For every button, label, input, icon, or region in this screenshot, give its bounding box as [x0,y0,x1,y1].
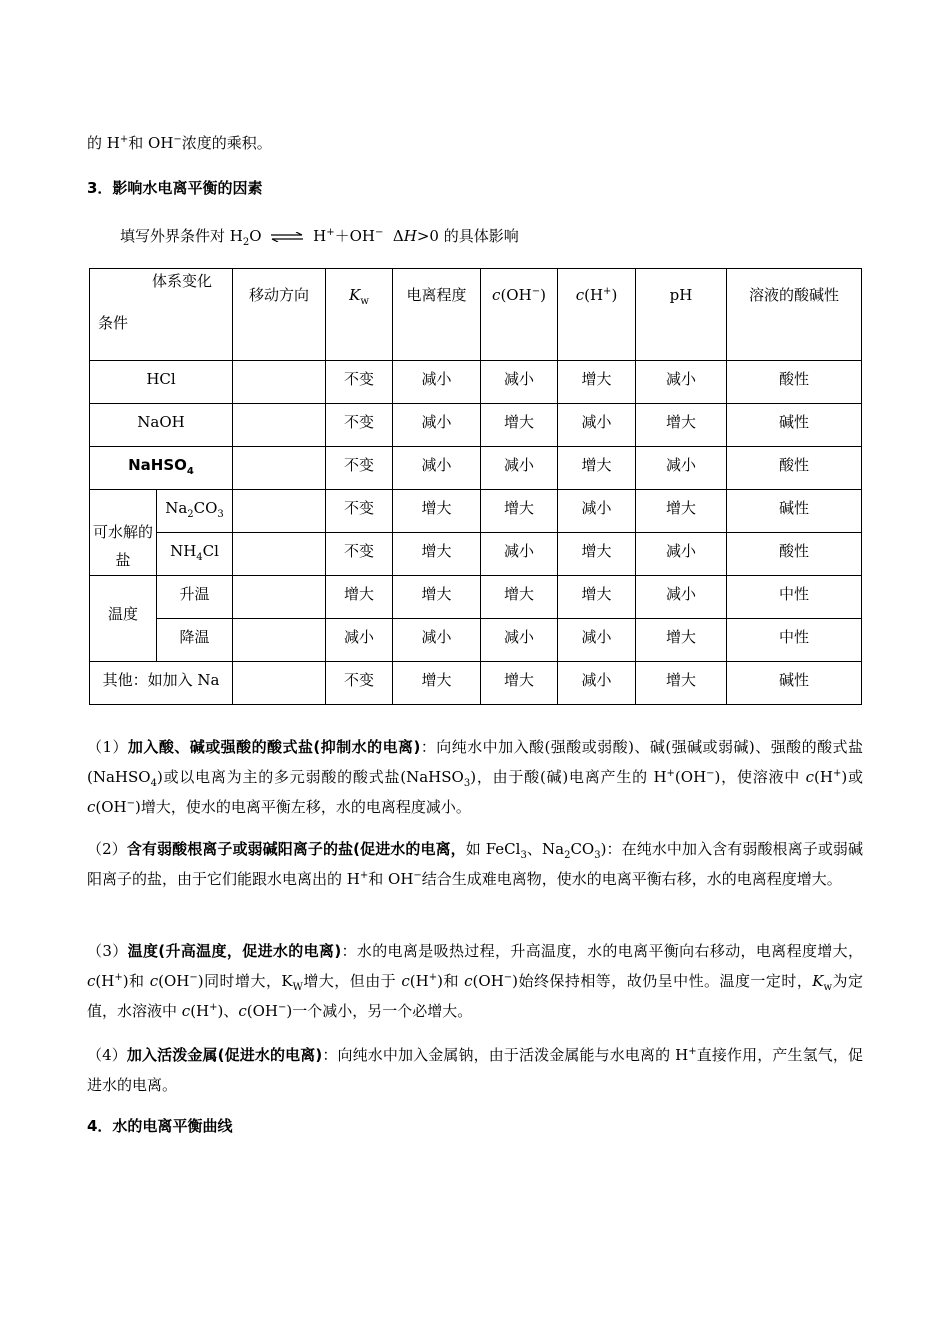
cond-cell: $Na_2CO_3$ [157,490,233,533]
paragraph-1: （1）加入酸、碱或强酸的酸式盐(抑制水的电离)：向纯水中加入酸(强酸或弱酸)、碱(强碱或弱碱)、强酸的酸式盐(NaHSO$_4$)或以电离为主的多元弱酸的酸式盐(NaHSO$_3$)，由于酸(碱)电离产生的 H+(OH−)，使溶液中 c(H+)或 c(OH−)增大，使水的电离平衡左移，水的电离程度减小。 [87,738,863,816]
kw-cell: 不变 [326,361,393,404]
cond-cell: $NH_4Cl$ [157,533,233,576]
ph-cell: 减小 [636,576,727,619]
ph-cell: 增大 [636,662,727,705]
paragraph-2: （2）含有弱酸根离子或弱碱阳离子的盐(促进水的电离，如 FeCl$_3$、$Na_2CO_3$)：在纯水中加入含有弱酸根离子或弱碱阳离子的盐，由于它们能跟水电离出的 H+和 OH−结合生成难电离物，使水的电离平衡右移，水的电离程度增大。 [87,840,863,888]
degree-cell: 增大 [393,662,481,705]
c-h-cell: 减小 [558,404,636,447]
header-kw: $K_w$ [326,269,393,361]
c-h-cell: 增大 [558,533,636,576]
group-cell-temperature: 温度 [90,576,157,662]
table-row [90,533,862,576]
cond-cell: NaHSO$_4$ [90,447,233,490]
c-h-cell: 增大 [558,576,636,619]
section-3-heading: 3．影响水电离平衡的因素 [87,179,263,197]
acidity-cell: 中性 [727,576,862,619]
degree-cell: 减小 [393,361,481,404]
equation-line: 填写外界条件对 $H_2O$ H+＋OH− ΔH>0 的具体影响 [120,227,519,248]
cond-cell: NaOH [90,404,233,447]
c-oh-cell: 增大 [481,404,558,447]
c-oh-cell: 减小 [481,447,558,490]
c-h-cell: 减小 [558,490,636,533]
c-oh-cell: 减小 [481,533,558,576]
degree-cell: 减小 [393,619,481,662]
cond-cell: 降温 [157,619,233,662]
ph-cell: 增大 [636,404,727,447]
move-cell [233,490,326,533]
move-cell [233,533,326,576]
table-row [90,404,862,447]
section-4-heading: 4．水的电离平衡曲线 [87,1117,233,1135]
c-oh-cell: 增大 [481,576,558,619]
c-oh-cell: 减小 [481,361,558,404]
c-h-cell: 增大 [558,361,636,404]
degree-cell: 增大 [393,490,481,533]
acidity-cell: 碱性 [727,662,862,705]
group-cell-hydrolyzable-salt: 可水解的盐 [90,490,157,576]
move-cell [233,576,326,619]
cond-cell: 其他：如加入 Na [90,662,233,705]
paragraph-4: （4）加入活泼金属(促进水的电离)：向纯水中加入金属钠，由于活泼金属能与水电离的 H+直接作用，产生氢气，促进水的电离。 [87,1046,863,1094]
table-row [90,662,862,705]
c-oh-cell: 减小 [481,619,558,662]
kw-cell: 减小 [326,619,393,662]
paragraph-3: （3）温度(升高温度，促进水的电离)：水的电离是吸热过程，升高温度，水的电离平衡向右移动，电离程度增大，c(H+)和 c(OH−)同时增大，$K_W$增大，但由于 c(H+)和 c(OH−)始终保持相等，故仍呈中性。温度一定时，$K_w$为定值，水溶液中 c(H+)、c(OH−)一个减小，另一个必增大。 [87,942,864,1020]
acidity-cell: 酸性 [727,361,862,404]
header-c-h: c(H+) [558,269,636,361]
move-cell [233,404,326,447]
degree-cell: 减小 [393,404,481,447]
ph-cell: 减小 [636,447,727,490]
table-row [90,447,862,490]
c-oh-cell: 增大 [481,662,558,705]
cond-cell: 升温 [157,576,233,619]
ph-cell: 增大 [636,619,727,662]
table-row [90,576,862,619]
acidity-cell: 碱性 [727,490,862,533]
table-row [90,619,862,662]
diagonal-header-cell [90,269,233,361]
header-system-change: 体系变化 [152,272,213,290]
equilibrium-arrows-icon [270,232,304,242]
header-ph: pH [636,269,727,361]
header-move-direction: 移动方向 [233,269,326,361]
ph-cell: 减小 [636,533,727,576]
table-header-row [90,269,862,361]
kw-cell: 增大 [326,576,393,619]
acidity-cell: 酸性 [727,533,862,576]
move-cell [233,447,326,490]
c-h-cell: 减小 [558,662,636,705]
move-cell [233,361,326,404]
degree-cell: 增大 [393,576,481,619]
kw-cell: 不变 [326,662,393,705]
header-acidity: 溶液的酸碱性 [727,269,862,361]
header-condition: 条件 [98,314,129,332]
kw-cell: 不变 [326,404,393,447]
degree-cell: 增大 [393,533,481,576]
acidity-cell: 中性 [727,619,862,662]
table-row [90,361,862,404]
move-cell [233,619,326,662]
kw-cell: 不变 [326,490,393,533]
cond-cell: HCl [90,361,233,404]
ph-cell: 减小 [636,361,727,404]
c-oh-cell: 增大 [481,490,558,533]
kw-cell: 不变 [326,533,393,576]
acidity-cell: 酸性 [727,447,862,490]
header-c-oh: c(OH−) [481,269,558,361]
c-h-cell: 增大 [558,447,636,490]
kw-cell: 不变 [326,447,393,490]
acidity-cell: 碱性 [727,404,862,447]
header-ionization-degree: 电离程度 [393,269,481,361]
influence-table [89,268,862,705]
move-cell [233,662,326,705]
table-row [90,490,862,533]
degree-cell: 减小 [393,447,481,490]
c-h-cell: 减小 [558,619,636,662]
intro-line: 的 H+和 OH−浓度的乘积。 [87,134,272,152]
ph-cell: 增大 [636,490,727,533]
